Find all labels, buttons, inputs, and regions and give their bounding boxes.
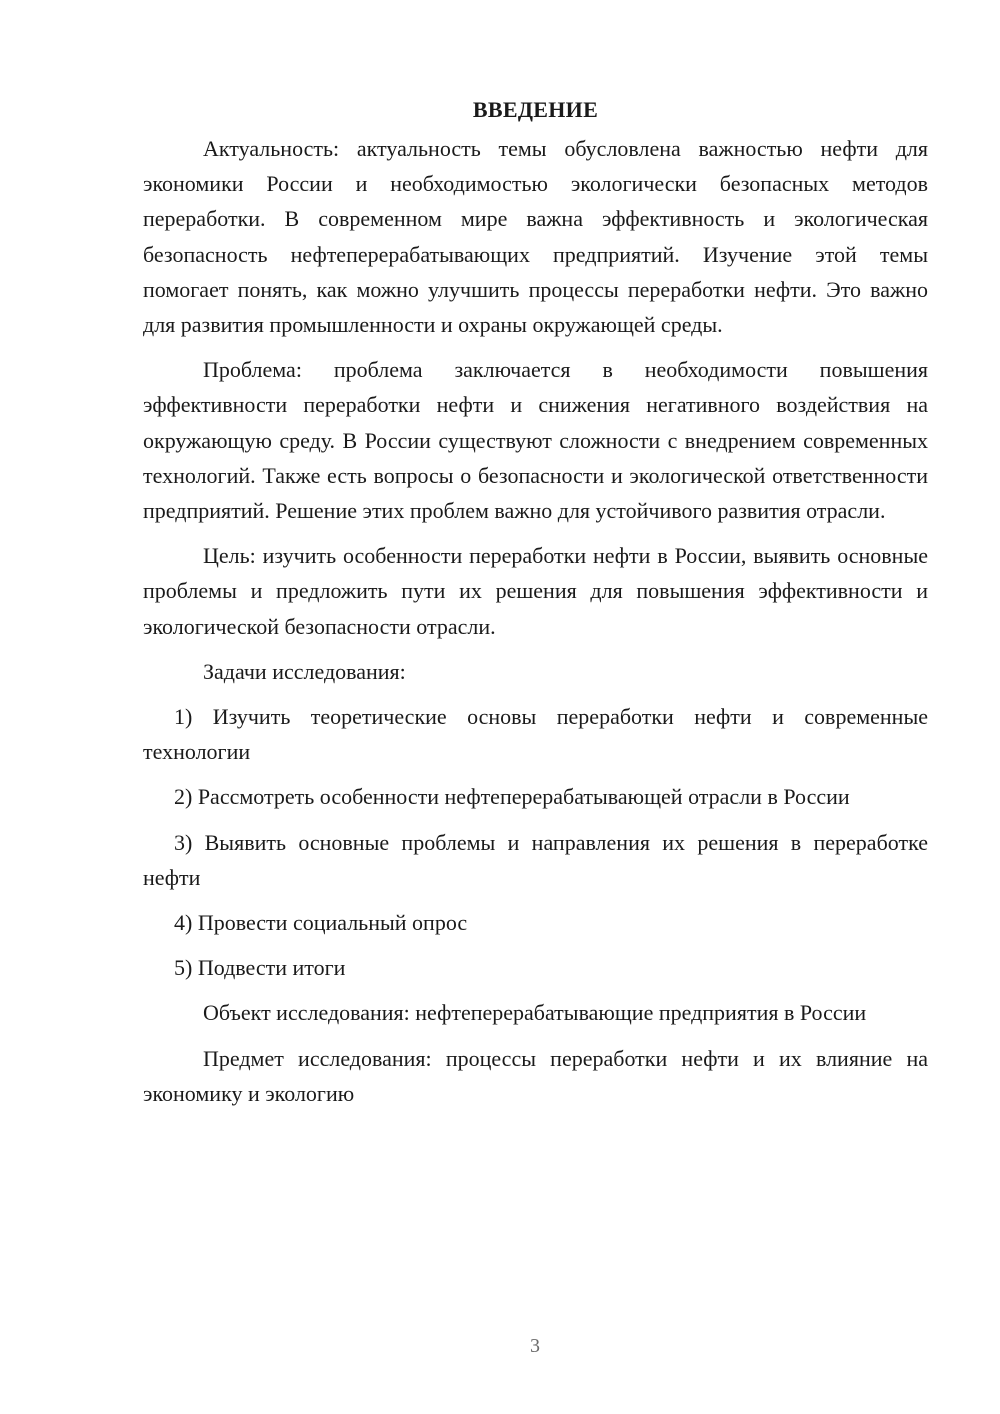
document-page — [143, 92, 928, 1121]
subject-paragraph: Предмет исследования: процессы переработки нефти и их влияние на экономику и экологию — [143, 1045, 928, 1106]
task-item: 3) Выявить основные проблемы и направления их решения в переработке нефти — [143, 829, 928, 890]
task-item: 1) Изучить теоретические основы переработки нефти и современные технологии — [143, 704, 928, 765]
tasks-heading: Задачи исследования: — [203, 658, 406, 684]
problem-paragraph: Проблема: проблема заключается в необходимости повышения эффективности переработки нефти и снижения негативного воздействия на окружающую среду. В России существуют сложности с внедрением современных технологий. Также есть вопросы о безопасности и экологической ответственности предприятий. Решение этих проблем важно для устойчивого развития отрасли. — [143, 357, 928, 524]
object-paragraph: Объект исследования: нефтеперерабатывающие предприятия в России — [203, 1000, 867, 1026]
relevance-paragraph: Актуальность: актуальность темы обусловлена важностью нефти для экономики России и необходимостью экологически безопасных методов переработки. В современном мире важна эффективность и экологическая безопасность нефтеперерабатывающих предприятий. Изучение этой темы помогает понять, как можно улучшить процессы переработки нефти. Это важно для развития промышленности и охраны окружающей среды. — [143, 136, 928, 338]
document-title: ВВЕДЕНИЕ — [472, 97, 599, 122]
page-number: 3 — [530, 1335, 540, 1357]
task-item: 2) Рассмотреть особенности нефтеперерабатывающей отрасли в России — [174, 784, 850, 810]
task-item: 4) Провести социальный опрос — [174, 910, 468, 936]
goal-paragraph: Цель: изучить особенности переработки нефти в России, выявить основные проблемы и предложить пути их решения для повышения эффективности и экологической безопасности отрасли. — [143, 543, 928, 639]
task-item: 5) Подвести итоги — [174, 955, 346, 981]
